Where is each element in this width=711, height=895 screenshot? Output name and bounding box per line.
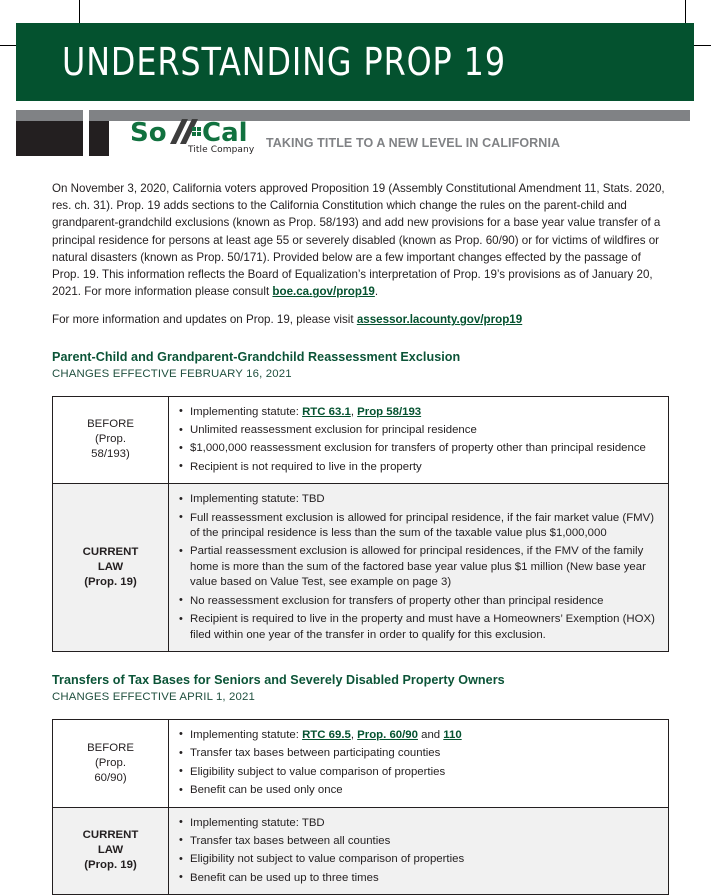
bullet-text: Eligibility not subject to value comparison of properties bbox=[190, 853, 465, 866]
bullet-separator: and bbox=[417, 728, 444, 741]
bullet-item bbox=[179, 594, 660, 609]
bullet-list bbox=[179, 492, 660, 643]
section-title: Parent-Child and Grandparent-Grandchild Reassessment Exclusion bbox=[52, 349, 461, 364]
sections-container bbox=[52, 349, 670, 895]
section-subtitle: CHANGES EFFECTIVE APRIL 1, 2021 bbox=[52, 690, 256, 703]
table-row bbox=[53, 484, 669, 652]
svg-text:So: So bbox=[130, 118, 167, 148]
main-content bbox=[52, 180, 670, 895]
statute-link[interactable]: Prop. 60/90 bbox=[357, 728, 418, 741]
intro-paragraph-1-tail: . bbox=[374, 285, 379, 299]
table-row bbox=[53, 396, 669, 484]
row-label bbox=[53, 484, 169, 652]
bullet-item bbox=[179, 492, 660, 507]
bullet-item bbox=[179, 511, 660, 542]
bullet-item bbox=[179, 423, 660, 438]
title-banner bbox=[16, 23, 694, 101]
bullet-text: Full reassessment exclusion is allowed for principal residence, if the fair market value (FMV) of the principal residence is less than the sum of the taxable value plus $1,000,000 bbox=[190, 511, 655, 540]
row-label bbox=[53, 396, 169, 484]
gray-divider-gap bbox=[83, 110, 89, 121]
statute-link[interactable]: 110 bbox=[443, 728, 462, 741]
row-label-line: (Prop. 19) bbox=[84, 859, 137, 872]
table-row bbox=[53, 807, 669, 895]
row-content bbox=[169, 807, 669, 895]
row-content bbox=[169, 484, 669, 652]
bullet-text: Implementing statute: bbox=[190, 728, 303, 741]
row-label-line: (Prop. bbox=[94, 756, 127, 769]
row-label-line: 58/193) bbox=[91, 448, 130, 461]
row-label-line: (Prop. 19) bbox=[84, 576, 137, 589]
assessor-link[interactable]: assessor.lacounty.gov/prop19 bbox=[356, 313, 523, 327]
bullet-item bbox=[179, 783, 660, 798]
boe-link[interactable]: boe.ca.gov/prop19 bbox=[272, 285, 375, 299]
statute-link[interactable]: RTC 63.1 bbox=[302, 405, 351, 418]
intro-paragraph-1-text: On November 3, 2020, California voters approved Proposition 19 (Assembly Constitutional Amendment 11, Stats. 2020, res. ch. 31). Prop. 19 adds sections to the California Constitution which change the rules on the parent-child and grandparent-grandchild exclusions (known as Prop. 58/193) and add new provisions for a base year value transfer of a principal residence for persons at least age 55 or severely disabled (known as Prop. 60/90) or for victims of wildfires or natural disasters (known as Prop. 50/171). Provided below are a few important changes effected by the passage of Prop. 19. This information reflects the Board of Equalization’s interpretation of Prop. 19’s provisions as of January 20, 2021. For more information please consult bbox=[52, 182, 665, 299]
bullet-text: Recipient is required to live in the property and must have a Homeowners’ Exemption (HOX) filed within one year of the transfer in order to qualify for this exclusion. bbox=[190, 613, 655, 641]
gray-divider-rule bbox=[16, 110, 690, 121]
row-content bbox=[169, 396, 669, 484]
row-label bbox=[53, 719, 169, 807]
bullet-text: $1,000,000 reassessment exclusion for transfers of property other than principal residence bbox=[190, 442, 646, 455]
intro-paragraph-2 bbox=[52, 311, 670, 328]
section-subtitle: CHANGES EFFECTIVE FEBRUARY 16, 2021 bbox=[52, 367, 292, 380]
statute-link[interactable]: RTC 69.5 bbox=[302, 728, 351, 741]
bullet-separator: , bbox=[350, 728, 358, 741]
logo-subtitle: Title Company bbox=[188, 145, 255, 155]
row-content bbox=[169, 719, 669, 807]
bullet-item bbox=[179, 816, 660, 831]
bullet-text: Eligibility subject to value comparison of properties bbox=[190, 765, 446, 778]
bullet-item bbox=[179, 746, 660, 761]
intro-paragraph-1 bbox=[52, 180, 670, 300]
section bbox=[52, 349, 670, 652]
bullet-item bbox=[179, 544, 660, 590]
bullet-list bbox=[179, 816, 660, 887]
bullet-text: Implementing statute: TBD bbox=[190, 816, 325, 829]
bullet-text: Recipient is not required to live in the property bbox=[190, 460, 422, 473]
bullet-item bbox=[179, 612, 660, 643]
bullet-item bbox=[179, 405, 660, 420]
row-label-line: CURRENT bbox=[82, 829, 139, 842]
brand-tagline: TAKING TITLE TO A NEW LEVEL IN CALIFORNIA bbox=[266, 136, 561, 150]
row-label bbox=[53, 807, 169, 895]
table-row bbox=[53, 719, 669, 807]
bullet-text: Implementing statute: TBD bbox=[190, 493, 325, 506]
row-label-line: (Prop. bbox=[94, 433, 127, 446]
row-label-line: BEFORE bbox=[87, 741, 134, 754]
bullet-text: Unlimited reassessment exclusion for principal residence bbox=[190, 424, 477, 437]
bullet-item bbox=[179, 728, 660, 743]
bullet-item bbox=[179, 460, 660, 475]
brand-logo bbox=[130, 117, 262, 161]
bullet-item bbox=[179, 765, 660, 780]
intro-paragraph-2-text: For more information and updates on Prop. 19, please visit bbox=[52, 313, 357, 327]
bullet-item bbox=[179, 871, 660, 886]
bullet-text: Partial reassessment exclusion is allowed for principal residences, if the FMV of the family home is more than the sum of the factored base year value plus $1 million (New base year value based on Value Test, see example on page 3) bbox=[190, 545, 646, 589]
bullet-list bbox=[179, 405, 660, 476]
bullet-separator: , bbox=[350, 405, 358, 418]
row-label-line: LAW bbox=[97, 844, 124, 857]
bullet-text: Benefit can be used only once bbox=[190, 784, 343, 797]
svg-text:Cal: Cal bbox=[202, 118, 248, 148]
crop-mark-top-right-vertical bbox=[685, 0, 686, 23]
section bbox=[52, 672, 670, 895]
section-title: Transfers of Tax Bases for Seniors and Severely Disabled Property Owners bbox=[52, 672, 505, 687]
bullet-text: No reassessment exclusion for transfers of property other than principal residence bbox=[190, 594, 604, 607]
statute-link[interactable]: Prop 58/193 bbox=[357, 405, 422, 418]
row-label-line: CURRENT bbox=[82, 546, 139, 559]
row-label-line: LAW bbox=[97, 561, 124, 574]
bullet-text: Transfer tax bases between participating counties bbox=[190, 747, 441, 760]
bullet-text: Transfer tax bases between all counties bbox=[190, 834, 391, 847]
crop-mark-top-left-vertical bbox=[79, 0, 80, 23]
crop-mark-top-right-horizontal bbox=[693, 45, 711, 46]
socal-logo-icon bbox=[130, 117, 262, 147]
comparison-table bbox=[52, 396, 669, 652]
bullet-item bbox=[179, 852, 660, 867]
row-label-line: BEFORE bbox=[87, 418, 134, 431]
bullet-item bbox=[179, 834, 660, 849]
bullet-list bbox=[179, 728, 660, 799]
bullet-text: Implementing statute: bbox=[190, 405, 303, 418]
bullet-text: Benefit can be used up to three times bbox=[190, 871, 379, 884]
bullet-item bbox=[179, 441, 660, 456]
comparison-table bbox=[52, 719, 669, 895]
row-label-line: 60/90) bbox=[94, 771, 127, 784]
page-title: UNDERSTANDING PROP 19 bbox=[62, 40, 507, 84]
